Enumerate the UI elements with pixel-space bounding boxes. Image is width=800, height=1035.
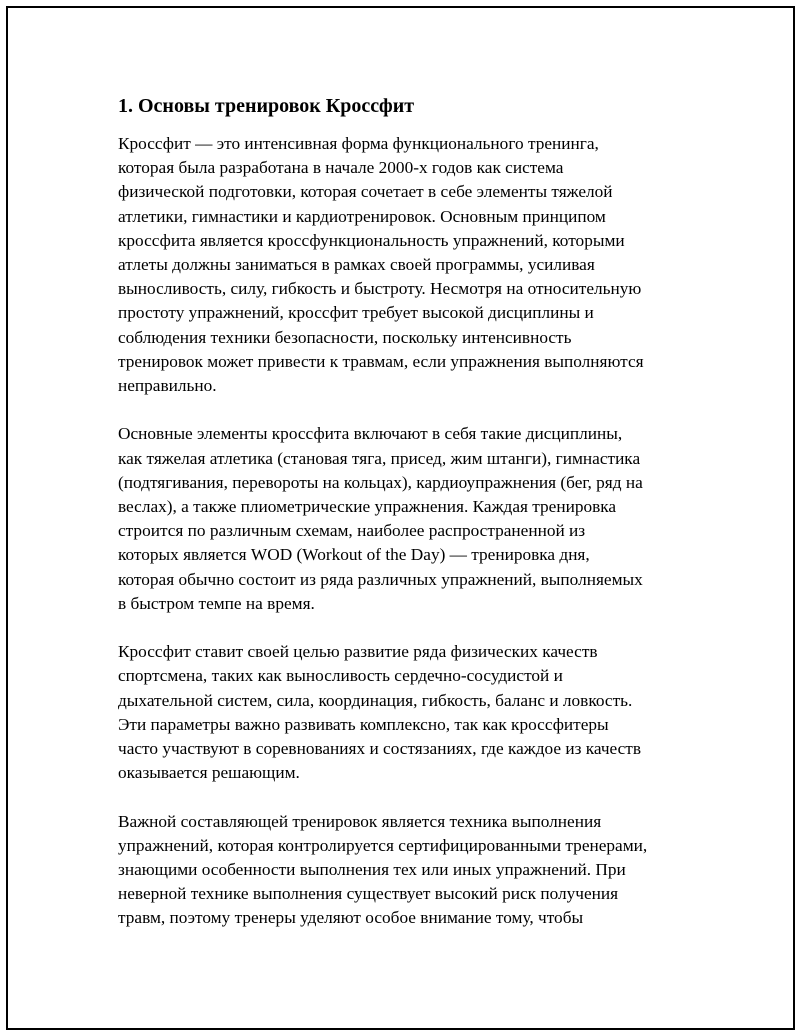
text-line: (подтягивания, перевороты на кольцах), кардиоупражнения (бег, ряд на (118, 472, 643, 492)
paragraph-1 (118, 132, 688, 398)
section-heading: 1. Основы тренировок Кроссфит (118, 95, 415, 117)
text-line: которая была разработана в начале 2000-х годов как система (118, 158, 564, 178)
paragraph-3 (118, 640, 688, 785)
document-body (118, 92, 688, 931)
text-line: которая обычно состоит из ряда различных упражнений, выполняемых (118, 569, 643, 589)
text-line: неверной технике выполнения существует высокий риск получения (118, 884, 619, 904)
text-line: выносливость, силу, гибкость и быстроту. Несмотря на относительную (118, 279, 642, 299)
text-line: часто участвуют в соревнованиях и состязаниях, где каждое из качеств (118, 739, 642, 759)
text-line: кроссфита является кроссфункциональность упражнений, которыми (118, 230, 625, 250)
text-line: травм, поэтому тренеры уделяют особое внимание тому, чтобы (118, 908, 584, 928)
text-line: Кроссфит — это интенсивная форма функционального тренинга, (118, 134, 599, 153)
text-line: оказывается решающим. (118, 763, 300, 783)
text-line: веслах), а также плиометрические упражнения. Каждая тренировка (118, 497, 617, 517)
text-line: в быстром темпе на время. (118, 593, 315, 613)
text-line: тренировок может привести к травмам, если упражнения выполняются (118, 351, 644, 371)
text-line: упражнений, которая контролируется сертифицированными тренерами, (118, 835, 648, 855)
paragraph-2 (118, 422, 688, 616)
text-line: неправильно. (118, 376, 217, 396)
text-line: которых является WOD (Workout of the Day) — тренировка дня, (118, 545, 590, 565)
text-line: атлетики, гимнастики и кардиотренировок. Основным принципом (118, 206, 606, 226)
paragraph-4 (118, 810, 688, 931)
text-line: простоту упражнений, кроссфит требует высокой дисциплины и (118, 303, 594, 323)
text-line: как тяжелая атлетика (становая тяга, присед, жим штанги), гимнастика (118, 448, 641, 468)
text-line: Эти параметры важно развивать комплексно, так как кроссфитеры (118, 714, 609, 734)
text-line: Важной составляющей тренировок является техника выполнения (118, 811, 602, 831)
text-line: Кроссфит ставит своей целью развитие ряда физических качеств (118, 642, 598, 662)
text-line: дыхательной систем, сила, координация, гибкость, баланс и ловкость. (118, 690, 633, 710)
text-line: Основные элементы кроссфита включают в себя такие дисциплины, (118, 424, 623, 444)
text-line: атлеты должны заниматься в рамках своей программы, усиливая (118, 255, 595, 275)
text-line: строится по различным схемам, наиболее распространенной из (118, 521, 586, 541)
text-line: спортсмена, таких как выносливость сердечно-сосудистой и (118, 666, 563, 686)
text-line: знающими особенности выполнения тех или иных упражнений. При (118, 860, 626, 880)
text-line: соблюдения техники безопасности, поскольку интенсивность (118, 327, 572, 347)
text-line: физической подготовки, которая сочетает в себе элементы тяжелой (118, 182, 613, 202)
